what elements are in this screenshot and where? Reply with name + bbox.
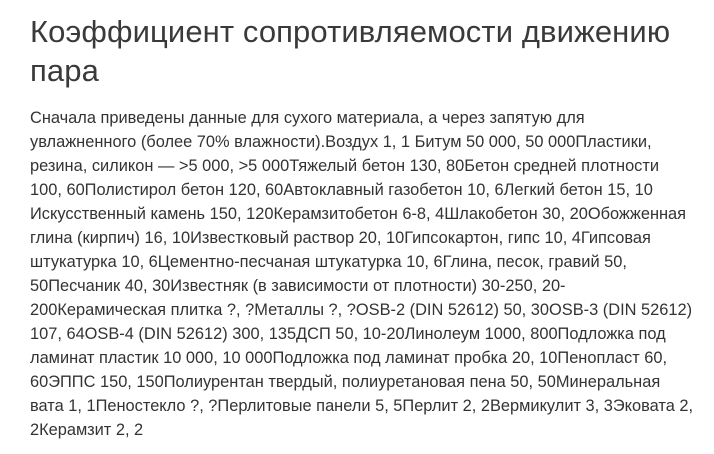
article-body: Сначала приведены данные для сухого материала, а через запятую для увлажненного (более 70% влажности).Воздух 1, 1 Битум 50 000, 50 000Пластики, резина, силикон — >5 000, >5 000Тяжелый бетон 130, 80Бетон средней плотности 100, 60Полистирол бетон 120, 60Автоклавный газобетон 10, 6Легкий бетон 15, 10 Искусственный камень 150, 120Керамзитобетон 6-8, 4Шлакобетон 30, 20Обожженная глина (кирпич) 16, 10Известковый раствор 20, 10Гипсокартон, гипс 10, 4Гипсовая штукатурка 10, 6Цементно-песчаная штукатурка 10, 6Глина, песок, гравий 50, 50Песчаник 40, 30Известняк (в зависимости от плотности) 30-250, 20-200Керамическая плитка ?, ?Металлы ?, ?OSB-2 (DIN 52612) 50, 30OSB-3 (DIN 52612) 107, 64OSB-4 (DIN 52612) 300, 135ДСП 50, 10-20Линолеум 1000, 800Подложка под ламинат пластик 10 000, 10 000Подложка под ламинат пробка 20, 10Пенопласт 60, 60ЭППС 150, 150Полиурентан твердый, полиуретановая пена 50, 50Минеральная вата 1, 1Пеностекло ?, ?Перлитовые панели 5, 5Перлит 2, 2Вермикулит 3, 3Эковата 2, 2Керамзит 2, 2 — [30, 109, 694, 439]
article — [30, 12, 694, 442]
article-title: Коэффициент сопротивляемости движению пара — [30, 14, 671, 88]
